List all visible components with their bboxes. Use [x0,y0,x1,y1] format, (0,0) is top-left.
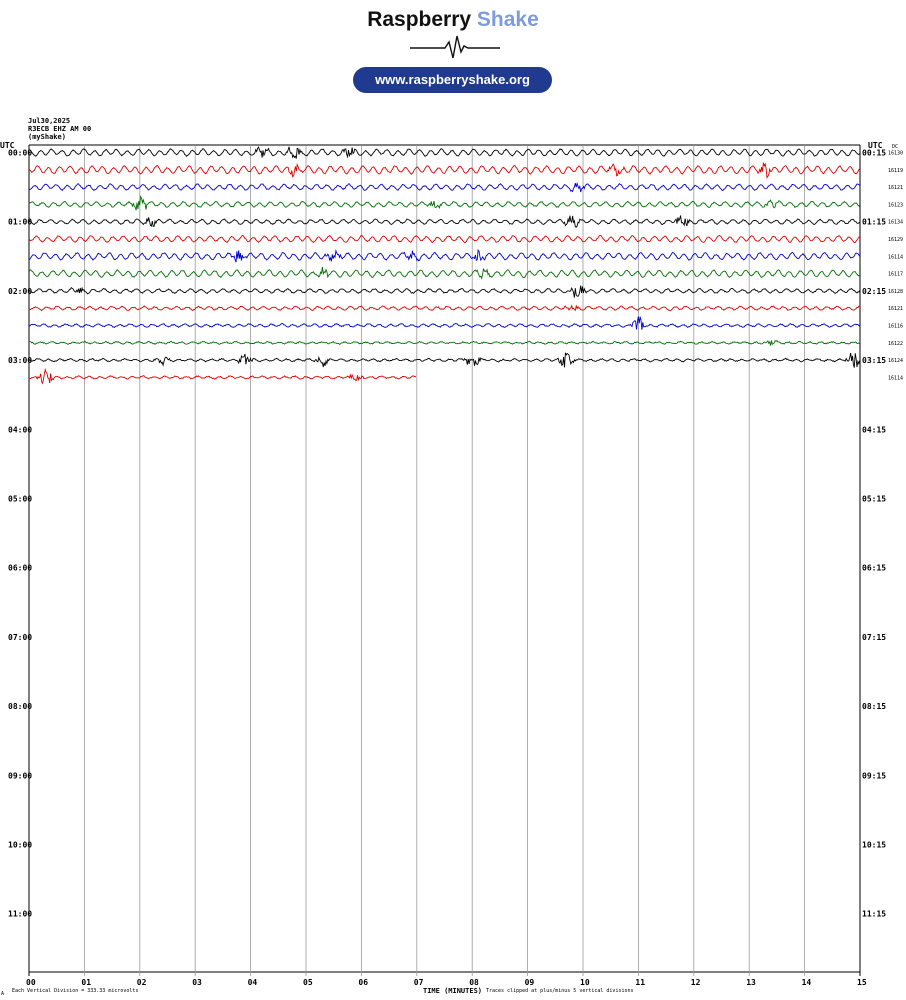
seismic-traces [29,147,860,383]
x-tick-label: 05 [303,978,313,987]
x-tick-label: 15 [857,978,867,987]
hour-label-left: 03:00 [8,356,33,366]
trace-line [29,183,860,192]
hour-label-left: 11:00 [8,909,33,919]
hour-label-left: 06:00 [8,563,33,573]
hour-label-left: 08:00 [8,702,33,712]
trace-line [29,306,860,311]
x-tick-label: 04 [247,978,258,987]
hour-label-right: 09:15 [862,771,887,781]
hour-label-right: 10:15 [862,840,887,850]
dc-value: 16123 [888,202,904,209]
hour-label-left: 05:00 [8,494,33,504]
x-tick-label: 07 [413,978,424,987]
hour-label-right: 02:15 [862,286,887,296]
dc-value: 16129 [888,237,904,243]
corner-mark: A [1,991,5,997]
brand-name-first: Raspberry [367,8,472,31]
x-tick-label: 08 [469,978,479,987]
hour-label-right: 03:15 [862,356,887,366]
hour-label-right: 04:15 [862,425,887,435]
trace-line [29,317,860,330]
trace-line [29,235,860,242]
time-grid [29,145,860,976]
x-tick-label: 09 [524,978,535,987]
hour-label-right: 06:15 [862,563,887,573]
right-time-labels [862,149,886,919]
station-label: R3ECB EHZ AM 00 [28,125,92,133]
dc-value: 16121 [888,306,904,313]
x-tick-label: 12 [690,978,701,987]
x-tick-label: 06 [358,978,369,987]
hour-label-right: 05:15 [862,494,887,504]
dc-value: 16116 [888,323,904,330]
trace-line [29,341,860,346]
hour-label-left: 09:00 [8,771,33,781]
trace-line [29,163,860,178]
dc-value: 16114 [888,375,904,382]
hour-label-left: 04:00 [8,425,33,435]
dc-value: 16134 [888,219,904,226]
trace-line [29,286,860,298]
trace-line [29,147,860,159]
dc-value: 16124 [888,358,904,365]
source-label: (myShake) [28,133,66,141]
dc-value: 16128 [888,288,904,295]
x-tick-label: 11 [635,978,646,987]
trace-line [29,370,416,384]
brand-name-second: Shake [476,8,539,31]
x-tick-label: 01 [81,978,92,987]
x-tick-labels [26,978,867,987]
left-axis-title: UTC [0,141,15,150]
hour-label-left: 10:00 [8,840,33,850]
x-axis-label: TIME (MINUTES) [423,987,483,995]
division-note: Each Vertical Division = 333.33 microvolts [12,988,139,994]
x-tick-label: 02 [136,978,147,987]
dc-value: 16121 [888,185,904,192]
trace-line [29,353,860,368]
website-link[interactable]: www.raspberryshake.org [353,67,552,93]
dc-value: 16130 [888,150,904,157]
hour-label-left: 07:00 [8,632,33,642]
trace-line [29,267,860,278]
dc-offset-labels [888,151,903,382]
clip-note: Traces clipped at plus/minus 5 vertical divisions [486,988,634,994]
hour-label-right: 00:15 [862,148,887,158]
dc-value: 16117 [888,271,904,278]
x-tick-label: 14 [801,978,812,987]
hour-label-right: 01:15 [862,217,887,227]
right-axis-title: UTC [868,141,883,150]
hour-label-right: 11:15 [862,909,887,919]
hour-label-left: 02:00 [8,286,33,296]
trace-line [29,216,860,228]
trace-line [29,250,860,262]
hour-label-left: 01:00 [8,217,33,227]
dc-value: 16119 [888,167,904,174]
trace-line [29,197,860,211]
x-tick-label: 03 [192,978,202,987]
x-tick-label: 00 [26,978,36,987]
hour-label-right: 08:15 [862,702,887,712]
hour-label-left: 00:00 [8,148,33,158]
x-tick-label: 10 [580,978,590,987]
dc-value: 16114 [888,254,904,261]
date-label: Jul30,2025 [28,117,71,125]
dc-value: 16122 [888,340,904,347]
dc-column-title: DC [892,144,899,150]
hour-label-right: 07:15 [862,632,887,642]
x-tick-label: 13 [746,978,756,987]
